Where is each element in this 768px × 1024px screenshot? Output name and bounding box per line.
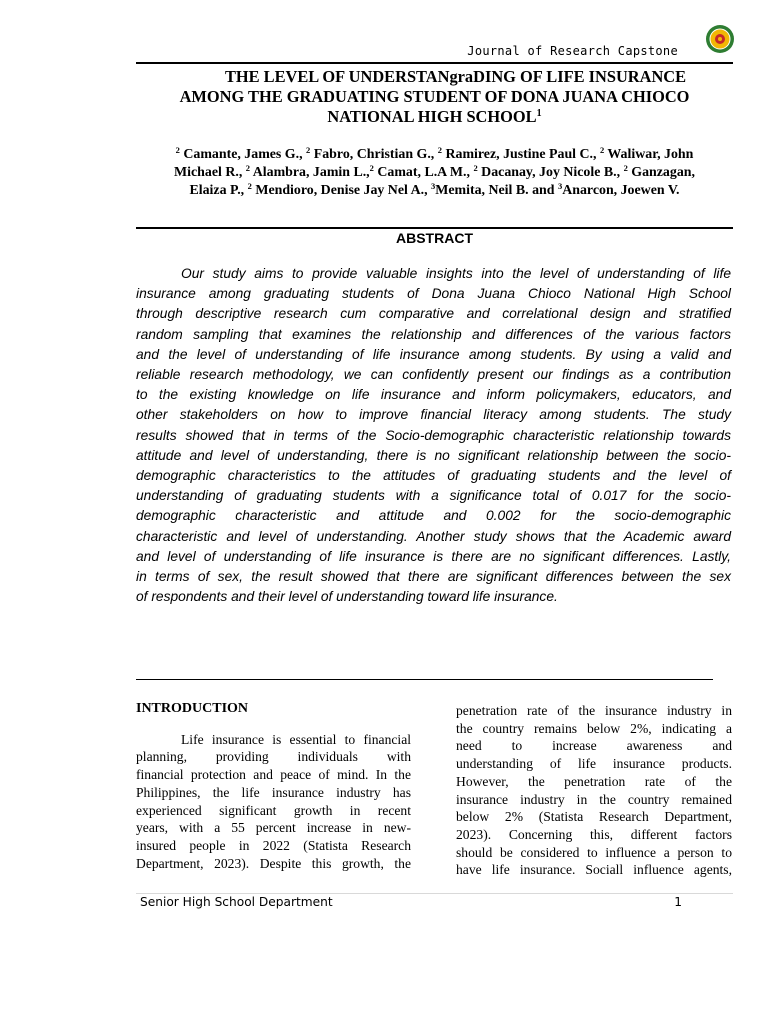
text-line: demographic characteristics to the attitudes of graduating students and the level of [136, 468, 731, 484]
affiliation-mark: 2 [306, 145, 311, 155]
abstract-heading: ABSTRACT [396, 230, 473, 246]
paper-title [136, 67, 733, 127]
text-line: need to increase awareness and [456, 738, 732, 754]
text-line: planning, providing individuals with [136, 749, 411, 765]
title-line-3 [136, 107, 733, 127]
author-name: Alambra, Jamin L., [250, 165, 370, 180]
affiliation-mark: 2 [473, 163, 478, 173]
text-line: should be considered to influence a person to [456, 844, 732, 860]
text-line: experienced significant growth in recent [136, 802, 411, 818]
title-line-1: THE LEVEL OF UNDERSTANgraDING OF LIFE INSURANCE [224, 67, 687, 86]
title-line-2: AMONG THE GRADUATING STUDENT OF DONA JUANA CHIOCO [179, 87, 690, 106]
text-line: to the existing knowledge on life insurance and inform policymakers, educators, and [136, 387, 731, 403]
text-line: other stakeholders on how to improve financial literacy among students. The study [136, 407, 731, 423]
author-line [136, 146, 733, 164]
text-line: of respondents and their level of understanding toward life insurance. [136, 589, 558, 605]
introduction-paragraph-left [136, 731, 411, 873]
author-name: Camante, James G., [179, 147, 307, 162]
text-line: Our study aims to provide valuable insights into the level of understanding of life [181, 266, 731, 281]
footer-rule [136, 893, 733, 894]
text-line: understanding of graduating students with a significance total of 0.017 for the socio- [136, 488, 731, 504]
affiliation-mark: 3 [431, 181, 436, 191]
text-line: insurance among graduating students of Dona Juana Chioco National High School [136, 286, 731, 302]
author-line [136, 182, 733, 200]
author-name: Elaiza P., [189, 183, 248, 198]
column-left [136, 700, 411, 872]
text-line: Philippines, the life insurance industry has [136, 784, 411, 800]
text-line: understanding of life insurance products. [456, 756, 732, 772]
journal-name: Journal of Research Capstone [467, 44, 678, 58]
author-name: Waliwar, John [604, 147, 694, 162]
author-name: Ganzagan, [627, 165, 695, 180]
text-line: attitude and level of understanding, there is no significant relationship between the socio- [136, 447, 731, 463]
text-line: in terms of sex, the result showed that there are significant differences between the sex [136, 569, 731, 585]
author-name: Anarcon, Joewen V. [562, 183, 680, 198]
text-line: Life insurance is essential to financial [181, 731, 411, 747]
text-line: below 2% (Statista Research Department, [456, 809, 732, 825]
abstract-body [136, 264, 731, 607]
author-name: Mendioro, Denise Jay Nel A., [251, 183, 432, 198]
author-line [136, 164, 733, 182]
text-line: reliable research methodology, we can confidently present our findings as a contribution [136, 367, 731, 383]
text-line: Department, 2023). Despite this growth, the [136, 855, 411, 871]
school-seal-icon [705, 24, 735, 54]
header-rule [136, 62, 733, 64]
text-line: have life insurance. Sociall influence agents, [456, 862, 732, 878]
text-line: demographic characteristic and attitude and 0.002 for the socio-demographic [136, 508, 731, 524]
text-line: However, the penetration rate of the [456, 773, 732, 789]
text-line: characteristic and level of understanding. Another study shows that the Academic award [136, 528, 731, 544]
text-line: years, with a 55 percent increase in new- [136, 820, 411, 836]
text-line: the country remains below 2%, indicating a [456, 720, 732, 736]
affiliation-mark: 2 [175, 145, 180, 155]
affiliation-mark: 2 [245, 163, 251, 173]
author-name: Michael R., [174, 165, 246, 180]
text-line: penetration rate of the insurance industry in [456, 703, 732, 718]
title-footnote-mark: 1 [536, 108, 542, 119]
affiliation-mark: 2 [247, 181, 252, 191]
author-list [136, 146, 733, 200]
author-name: Camat, L.A M., [373, 165, 474, 180]
introduction-paragraph-right [456, 702, 732, 879]
footer-department: Senior High School Department [140, 895, 333, 909]
author-name: Memita, Neil B. and [435, 183, 558, 198]
text-line: insurance industry in the country remained [456, 791, 732, 807]
text-line: and the level of understanding of life insurance among students. By using a valid and [136, 346, 731, 362]
affiliation-mark: 2 [369, 163, 374, 173]
title-line-3-text: NATIONAL HIGH SCHOOL [327, 107, 537, 126]
affiliation-mark: 3 [557, 181, 563, 191]
text-line: 2023). Concerning this, different factors [456, 826, 732, 842]
affiliation-mark: 2 [623, 163, 628, 173]
text-line: and level of understanding of life insurance is there are no significant differences. Lastly, [136, 548, 731, 564]
text-line: results showed that in terms of the Socio-demographic characteristic relationship towards [136, 427, 731, 443]
text-line: through descriptive research cum comparative and correlational design and stratified [136, 306, 731, 322]
affiliation-mark: 2 [599, 145, 605, 155]
text-line: financial protection and peace of mind. In the [136, 767, 411, 783]
author-name: Fabro, Christian G., [310, 147, 438, 162]
abstract-rule [136, 227, 733, 229]
author-name: Ramirez, Justine Paul C., [442, 147, 600, 162]
section-divider [136, 679, 713, 680]
affiliation-mark: 2 [437, 145, 443, 155]
author-name: Dacanay, Joy Nicole B., [477, 165, 624, 180]
column-right [456, 702, 732, 879]
page-number: 1 [674, 895, 682, 909]
introduction-heading: INTRODUCTION [136, 701, 249, 716]
text-line: insured people in 2022 (Statista Research [136, 837, 411, 853]
text-line: random sampling that examines the relationship and differences of the various factors [136, 326, 731, 342]
